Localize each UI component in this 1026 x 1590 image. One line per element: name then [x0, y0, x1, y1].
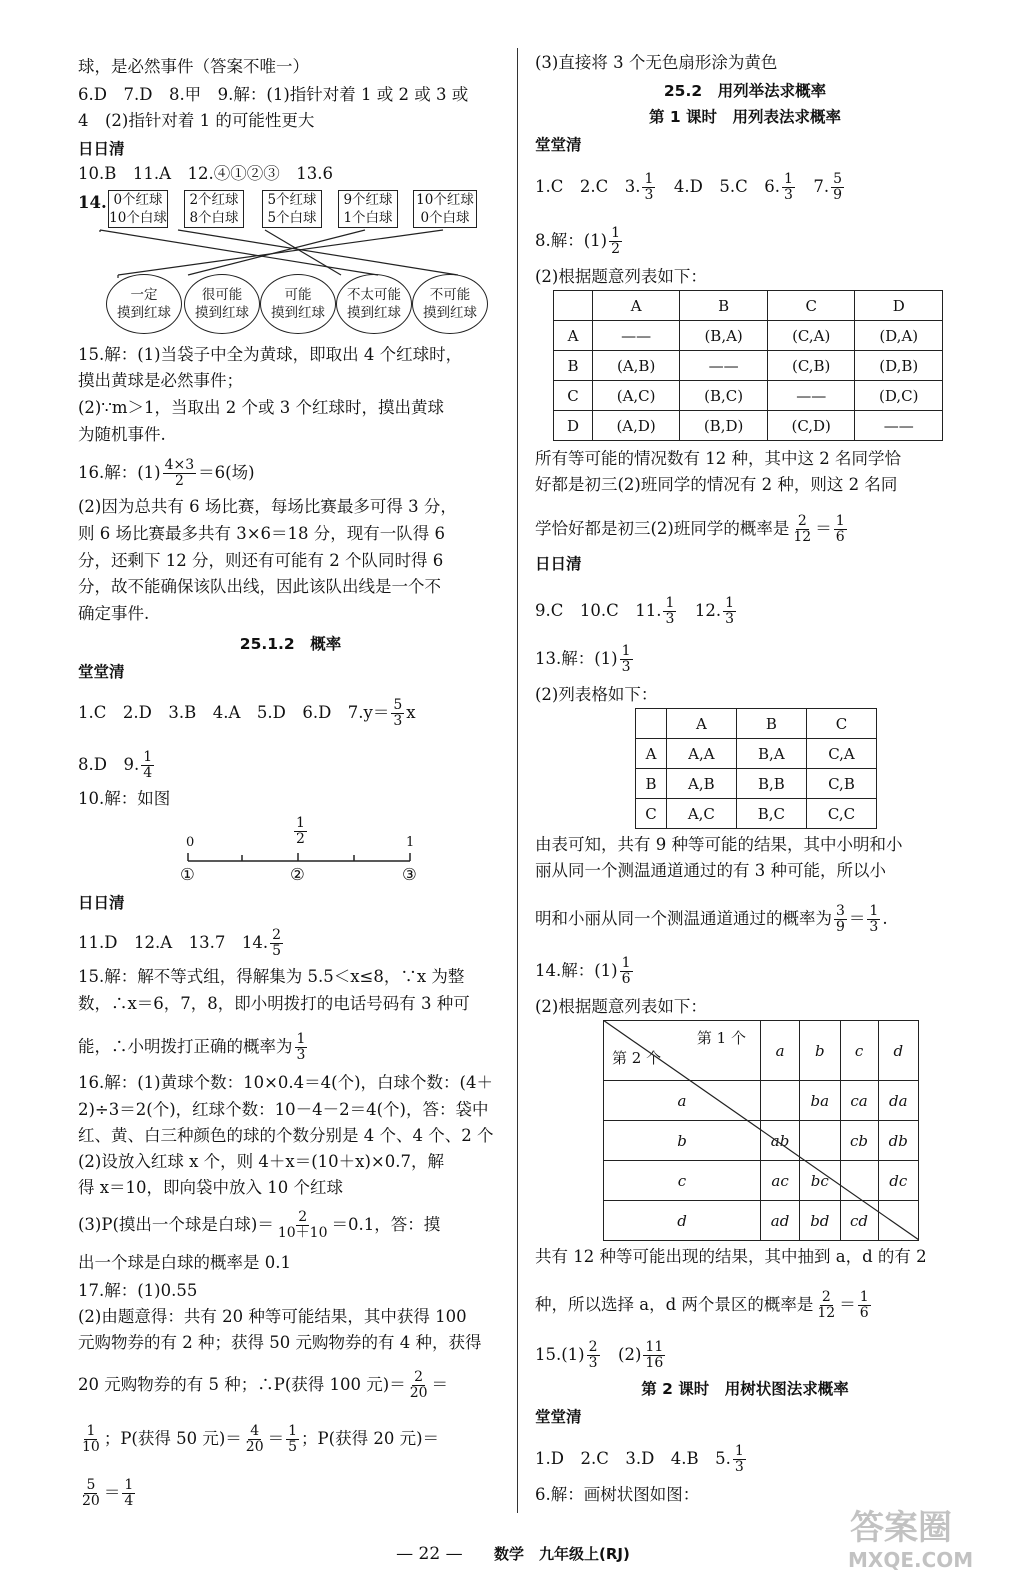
column-divider — [517, 48, 518, 1513]
text-line: 所有等可能的情况数有 12 种，其中这 2 名同学恰 — [535, 449, 901, 468]
ball-box: 2个红球 8个白球 — [184, 190, 244, 228]
section-title: 25.2 用列举法求概率 — [663, 82, 827, 100]
axis-label: 0 — [186, 835, 195, 850]
text-line: 出一个球是白球的概率是 0.1 — [78, 1253, 291, 1272]
text-line: 16.解：(1)黄球个数：10×0.4＝4(个)，白球个数：(4＋ — [78, 1073, 493, 1092]
likelihood-circle: 可能 摸到红球 — [260, 274, 336, 334]
likelihood-circle: 很可能 摸到红球 — [184, 274, 260, 334]
text-line: 则 6 场比赛最多共有 3×6＝18 分，现有一队得 6 — [78, 524, 446, 543]
text-line: 种，所以选择 a，d 两个景区的概率是 $\frac{2}{12}$ ＝ $\frac{1}{6}$ — [535, 1289, 869, 1321]
table-row: C A,C B,C C,C — [636, 799, 877, 829]
text-line: 数，∴x＝6，7，8，即小明拨打的电话号码有 3 种可 — [78, 994, 470, 1013]
axis-label: 1 — [406, 835, 415, 850]
text-line: 学恰好都是初三(2)班同学的概率是 $\frac{2}{12}$ ＝ $\frac{1}{6}$ — [535, 513, 845, 545]
page-number: — 22 — — [396, 1544, 463, 1564]
text-line: 明和小丽从同一个测温通道通过的概率为 $\frac{3}{9}$ ＝ $\frac{1}{3}$ . — [535, 903, 888, 935]
watermark-logo: 答案圈 — [850, 1508, 952, 1548]
diagonal-line — [603, 1020, 919, 1240]
text-line: (2)根据题意列表如下： — [535, 267, 707, 286]
text-line: 1.C 2.D 3.B 4.A 5.D 6.D 7.y＝ $\frac{5}{3}$ x — [78, 697, 416, 729]
text-line: 15.(1) $\frac{2}{3}$ (2) $\frac{11}{16}$ — [535, 1339, 664, 1371]
text-line: 由表可知，共有 9 种等可能的结果，其中小明和小 — [535, 835, 903, 854]
table-row: c ac bc dc — [604, 1161, 919, 1201]
text-line: (2)列表格如下： — [535, 685, 658, 704]
text-line: 共有 12 种等可能出现的结果，其中抽到 a，d 的有 2 — [535, 1247, 927, 1266]
text-line: (2)由题意得：共有 20 种等可能结果，其中获得 100 — [78, 1307, 467, 1326]
text-line: 8.D 9. $\frac{1}{4}$ — [78, 749, 153, 781]
table-row: d ad bd cd — [604, 1201, 919, 1241]
text-line: 10.B 11.A 12.④①②③ 13.6 — [78, 164, 334, 183]
lesson-title: 第 1 课时 用列表法求概率 — [648, 108, 842, 126]
table-row: B A,B B,B C,B — [636, 769, 877, 799]
text-line: 1.D 2.C 3.D 4.B 5. $\frac{1}{3}$ — [535, 1443, 744, 1475]
text-line: 9.C 10.C 11. $\frac{1}{3}$ 12. $\frac{1}{3}$ — [535, 595, 735, 627]
axis-label: $\frac{1}{2}$ — [296, 815, 305, 847]
text-line: 元购物券的有 2 种；获得 50 元购物券的有 4 种，获得 — [78, 1333, 482, 1352]
text-line: 能，∴小明拨打正确的概率为 $\frac{1}{3}$ — [78, 1031, 306, 1063]
text-line: 13.解：(1) $\frac{1}{3}$ — [535, 643, 631, 675]
text-line: 2)÷3＝2(个)，红球个数：10－4－2＝4(个)，答：袋中 — [78, 1100, 489, 1119]
section-label: 日日清 — [78, 140, 125, 158]
section-label: 日日清 — [535, 555, 582, 573]
text-line: (2)因为总共有 6 场比赛，每场比赛最多可得 3 分， — [78, 497, 457, 516]
ball-box: 5个红球 5个白球 — [262, 190, 322, 228]
likelihood-circle: 一定 摸到红球 — [106, 274, 182, 334]
text-line: 15.解：解不等式组，得解集为 5.5＜x≤8，∵x 为整 — [78, 967, 465, 986]
text-line: 20 元购物券的有 5 种；∴P(获得 100 元)＝ $\frac{2}{20}$ ＝ — [78, 1369, 449, 1401]
point-label: ③ — [402, 865, 417, 884]
book-label: 数学 九年级上(RJ) — [494, 1545, 630, 1563]
text-line: 红、黄、白三种颜色的球的个数分别是 4 个、4 个、2 个 — [78, 1126, 494, 1145]
text-line: 4 (2)指针对着 1 的可能性更大 — [78, 111, 315, 130]
section-title: 25.1.2 概率 — [239, 635, 342, 653]
watermark-url: MXQE.COM — [848, 1548, 974, 1572]
text-line: 球，是必然事件（答案不唯一） — [78, 57, 309, 76]
section-label: 堂堂清 — [535, 136, 582, 154]
ball-box: 10个红球 0个白球 — [413, 190, 477, 228]
ball-box: 0个红球 10个白球 — [109, 192, 167, 226]
lesson-title: 第 2 课时 用树状图法求概率 — [641, 1380, 849, 1398]
ball-box: 9个红球 1个白球 — [338, 190, 398, 228]
table-row: A A,A B,A C,A — [636, 739, 877, 769]
text-line: 15.解：(1)当袋子中全为黄球，即取出 4 个红球时， — [78, 345, 463, 364]
likelihood-circle: 不太可能 摸到红球 — [336, 274, 412, 334]
table-row: b ab cb db — [604, 1121, 919, 1161]
text-line: 10.解：如图 — [78, 789, 171, 808]
text-line: 摸出黄球是必然事件； — [78, 371, 243, 390]
likelihood-circle: 不可能 摸到红球 — [412, 274, 488, 334]
text-line: (2)∵m＞1，当取出 2 个或 3 个红球时，摸出黄球 — [78, 398, 444, 417]
text-line: $\frac{1}{10}$ ；P(获得 50 元)＝ $\frac{4}{20}$ ＝ $\frac{1}{5}$ ；P(获得 20 元)＝ — [82, 1423, 440, 1455]
section-label: 堂堂清 — [78, 663, 125, 681]
text-line: 好都是初三(2)班同学的情况有 2 种，则这 2 名同 — [535, 475, 898, 494]
text-line: 6.D 7.D 8.甲 9.解：(1)指针对着 1 或 2 或 3 或 — [78, 85, 469, 104]
point-label: ② — [290, 865, 305, 884]
text-line: 为随机事件. — [78, 425, 166, 444]
pair-table-3: 第 1 个 第 2 个 a b c d a ba ca da b ab cb db c ac bc dc d ad bd cd — [603, 1020, 919, 1240]
text-line: 丽从同一个测温通道通过的有 3 种可能，所以小 — [535, 861, 886, 880]
text-line: (2)根据题意列表如下： — [535, 997, 707, 1016]
text-line: 分，故不能确保该队出线，因此该队出线是一个不 — [78, 577, 441, 596]
text-line: 11.D 12.A 13.7 14. $\frac{2}{5}$ — [78, 927, 282, 959]
section-label: 日日清 — [78, 894, 125, 912]
text-line: 14.解：(1) $\frac{1}{6}$ — [535, 955, 631, 987]
pair-table-1: A B C D A —— (B,A) (C,A) (D,A) B (A,B) —— (C,B) (D,B) C (A,C) (B,C) —— (D,C) D (A,D) (B,D) (C,D) —— — [553, 290, 943, 441]
table-row: D (A,D) (B,D) (C,D) —— — [554, 411, 943, 441]
table-corner: 第 1 个 第 2 个 — [604, 1021, 761, 1081]
text-line: 分，还剩下 12 分，则还有可能有 2 个队同时得 6 — [78, 551, 444, 570]
table-row: C (A,C) (B,C) —— (D,C) — [554, 381, 943, 411]
point-label: ① — [180, 865, 195, 884]
text-line: 8.解：(1) $\frac{1}{2}$ — [535, 225, 621, 257]
text-line: 16.解：(1) $\frac{4\times 3}{2}$ ＝6(场) — [78, 457, 255, 489]
text-line: 得 x＝10，即向袋中放入 10 个红球 — [78, 1178, 344, 1197]
table-row: a ba ca da — [604, 1081, 919, 1121]
text-line: (3)P(摸出一个球是白球)＝ $\frac{2}{10+10}$ ＝0.1，答：摸 — [78, 1209, 441, 1241]
text-line: 1.C 2.C 3. $\frac{1}{3}$ 4.D 5.C 6. $\frac{1}{3}$ 7. $\frac{5}{9}$ — [535, 171, 843, 203]
pair-table-2: A B C A A,A B,A C,A B A,B B,B C,B C A,C B,C C,C — [635, 708, 877, 829]
table-row: A —— (B,A) (C,A) (D,A) — [554, 321, 943, 351]
fraction: $\frac{4\times 3}{2}$ — [164, 457, 195, 489]
table-row: B (A,B) —— (C,B) (D,B) — [554, 351, 943, 381]
text-line: 6.解：画树状图如图： — [535, 1485, 700, 1504]
text-line: 确定事件. — [78, 604, 150, 623]
section-label: 堂堂清 — [535, 1408, 582, 1426]
text-line: $\frac{5}{20}$ ＝ $\frac{1}{4}$ — [82, 1477, 134, 1509]
question-number: 14. — [78, 193, 107, 212]
text-line: (3)直接将 3 个无色扇形涂为黄色 — [535, 53, 778, 72]
text-line: 17.解：(1)0.55 — [78, 1281, 198, 1300]
number-line — [178, 825, 498, 885]
text-line: (2)设放入红球 x 个，则 4＋x＝(10＋x)×0.7，解 — [78, 1152, 444, 1171]
